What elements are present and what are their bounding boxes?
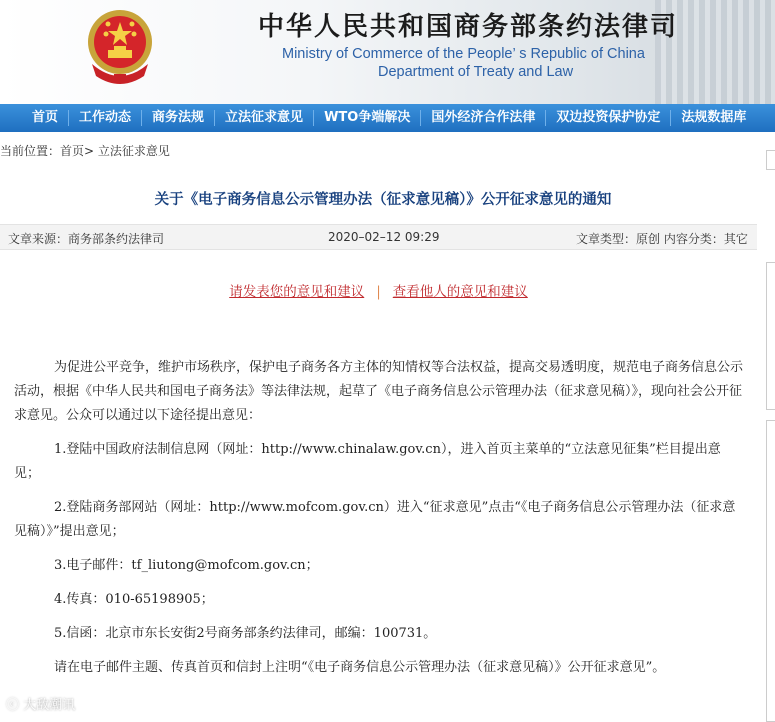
article-paragraph: 5.信函：北京市东长安街2号商务部条约法律司，邮编：100731。	[54, 626, 437, 641]
article-paragraph: 2.登陆商务部网站（网址：http://www.mofcom.gov.cn）进入“征求意见”点击“《电子商务信息公示管理办法（征求意见稿）》”提出意见；	[14, 500, 736, 539]
nav-item-commerce-regulations[interactable]: 商务法规	[142, 110, 215, 126]
breadcrumb-separator: >	[84, 144, 95, 158]
article-paragraph: 请在电子邮件主题、传真首页和信封上注明“《电子商务信息公示管理办法（征求意见稿）》公开征求意见”。	[54, 660, 666, 675]
main-nav	[0, 104, 775, 132]
article-type: 文章类型：原创 内容分类：其它	[576, 232, 748, 246]
breadcrumb-home-link[interactable]: 首页	[60, 144, 85, 158]
article-paragraph: 4.传真：010-65198905；	[54, 592, 214, 607]
submit-comment-link[interactable]: 请发表您的意见和建议	[229, 284, 365, 300]
article-source: 文章来源：商务部条约法律司	[8, 232, 165, 246]
site-title-en-department: Department of Treaty and Law	[378, 64, 574, 80]
site-title-en-ministry: Ministry of Commerce of the People’ s Republic of China	[282, 46, 645, 62]
article-paragraph: 3.电子邮件：tf_liutong@mofcom.gov.cn；	[54, 558, 319, 573]
site-title-cn: 中华人民共和国商务部条约法律司	[258, 12, 679, 42]
breadcrumb-prefix: 当前位置：	[0, 144, 61, 158]
nav-item-law-database[interactable]: 法规数据库	[681, 110, 747, 125]
nav-item-work-news[interactable]: 工作动态	[69, 110, 142, 126]
national-emblem-icon	[84, 4, 156, 86]
link-separator: |	[376, 284, 381, 300]
article-paragraph: 1.登陆中国政府法制信息网（网址：http://www.chinalaw.gov.cn），进入首页主菜单的“立法意见征集”栏目提出意见；	[14, 442, 721, 481]
nav-item-wto-disputes[interactable]: WTO争端解决	[314, 110, 421, 126]
breadcrumb-current-link[interactable]: 立法征求意见	[97, 144, 170, 158]
nav-item-legislation-comments[interactable]: 立法征求意见	[215, 110, 314, 126]
article-body	[14, 356, 744, 690]
article-date: 2020–02–12 09:29	[328, 230, 440, 244]
nav-item-foreign-cooperation-law[interactable]: 国外经济合作法律	[421, 110, 546, 126]
comment-links	[0, 280, 757, 300]
breadcrumb	[0, 142, 170, 159]
side-panel-edge	[766, 420, 775, 722]
article-paragraph: 为促进公平竞争，维护市场秩序，保护电子商务各方主体的知情权等合法权益，提高交易透明度，规范电子商务信息公示活动，根据《中华人民共和国电子商务法》等法律法规，起草了《电子商务信息公示管理办法（征求意见稿）》，现向社会公开征求意见。公众可以通过以下途径提出意见：	[14, 360, 744, 423]
nav-item-home[interactable]: 首页	[0, 110, 69, 126]
article-title: 关于《电子商务信息公示管理办法（征求意见稿）》公开征求意见的通知	[154, 192, 612, 208]
view-comments-link[interactable]: 查看他人的意见和建议	[392, 284, 528, 300]
nav-item-bilateral-investment[interactable]: 双边投资保护协定	[546, 110, 671, 126]
side-panel-edge	[766, 262, 775, 410]
watermark: ⓒ 大敌潮讯	[6, 698, 76, 713]
article-meta-bar	[0, 224, 757, 250]
side-panel-edge	[766, 150, 775, 170]
site-header	[0, 0, 775, 104]
